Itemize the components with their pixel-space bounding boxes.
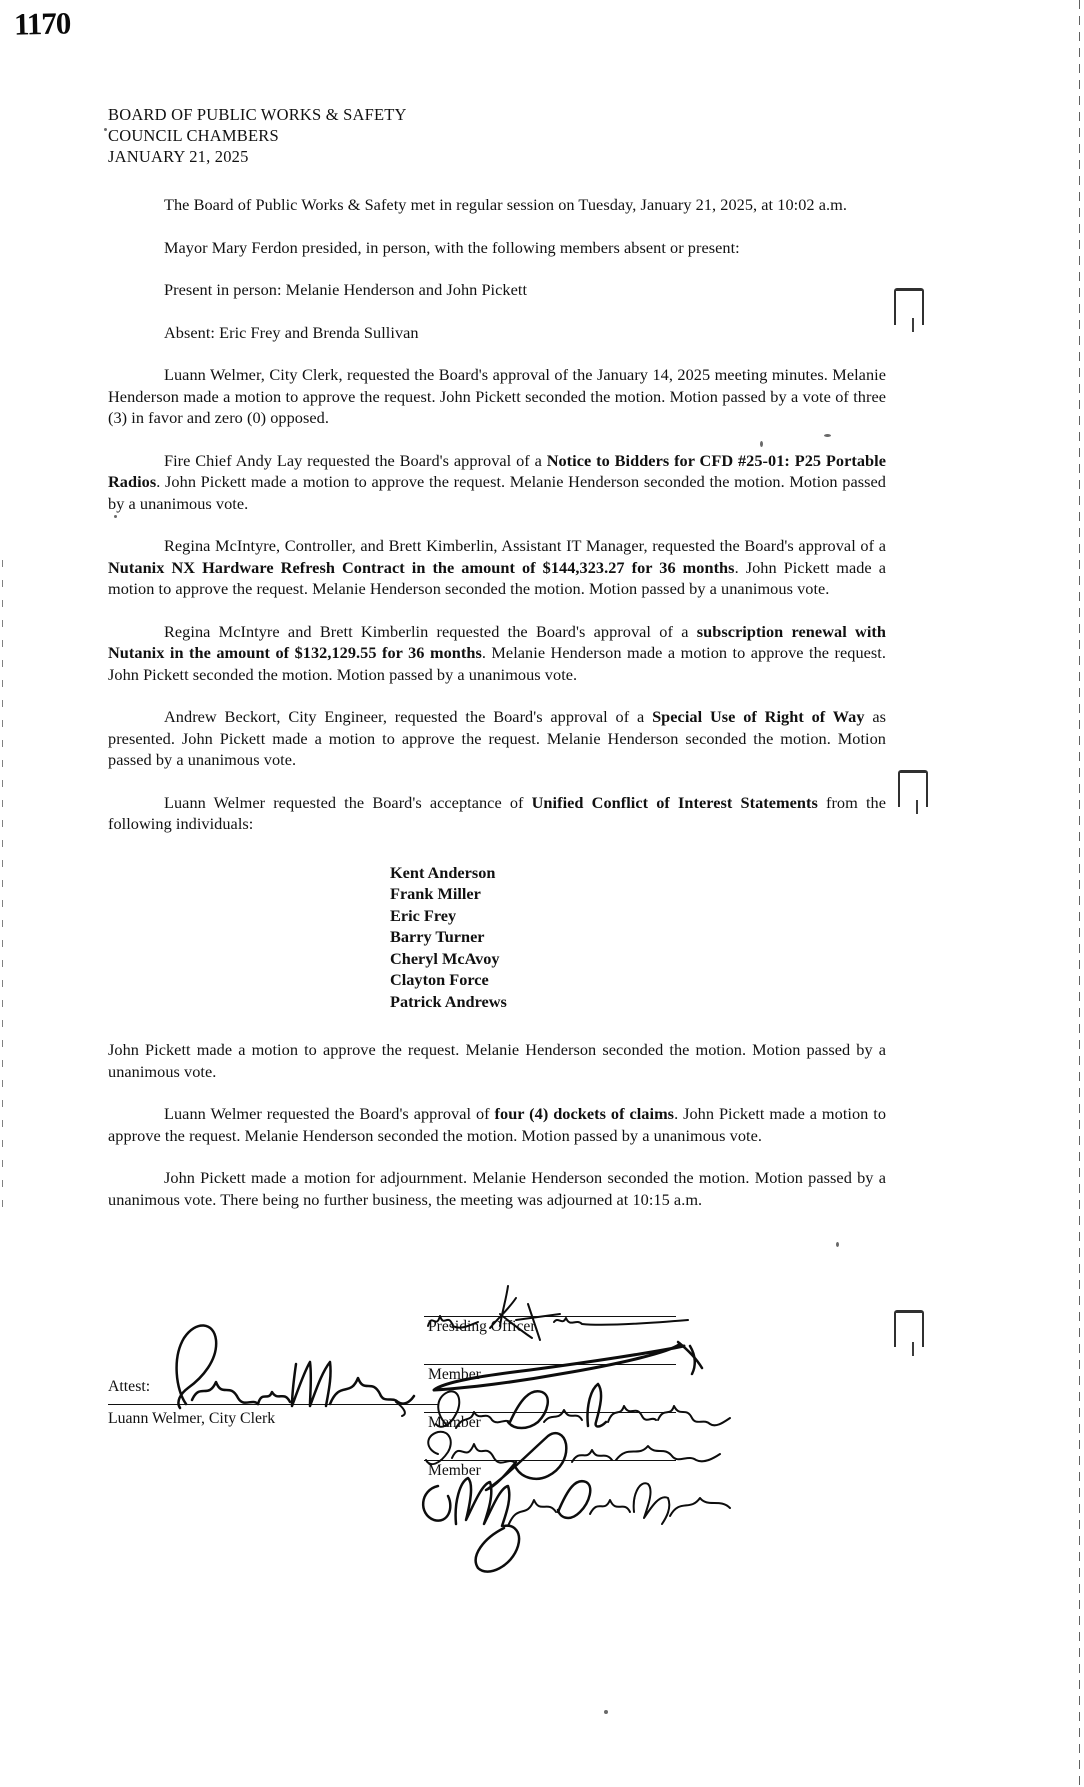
text-row-tail: as presented. John Pickett made a motion to approve the request. Melanie Henderson seconded the motion. Motion passed by a unanimous vote. — [108, 707, 886, 769]
scan-speck — [836, 1242, 839, 1247]
paragraph-members-present: Present in person: Melanie Henderson and John Pickett — [164, 280, 528, 299]
conflict-of-interest-name-list — [108, 862, 886, 1013]
paragraph-nutanix-hardware — [108, 535, 886, 600]
text-dockets-tail: . John Pickett made a motion to approve the request. Melanie Henderson seconded the motion. Motion passed by a unanimous vote. — [108, 1104, 887, 1145]
text-coi-tail: from the following individuals: — [108, 792, 886, 833]
scan-speck — [604, 1710, 608, 1714]
handwritten-signature-member-4 — [408, 1468, 748, 1578]
scan-bracket-tick — [912, 318, 914, 332]
document-heading — [108, 104, 886, 167]
paragraph-notice-to-bidders — [108, 450, 886, 515]
list-item: Kent Anderson — [390, 862, 496, 882]
text-nx-lead: Regina McIntyre, Controller, and Brett Kimberlin, Assistant IT Manager, requested the Board's approval of a — [164, 536, 886, 555]
text-sub-bold: subscription renewal with Nutanix in the amount of $132,129.55 for 36 months — [108, 621, 886, 662]
list-item: Frank Miller — [390, 884, 481, 903]
signature-label-member-3: Member — [428, 1462, 481, 1479]
paragraph-minutes-approval: Luann Welmer, City Clerk, requested the Board's approval of the January 14, 2025 meeting minutes. Melanie Henderson made a motion to approve the request. John Pickett seconded the motion. Motion passed by a vote of three (3) in favor and zero (0) opposed. — [108, 365, 886, 427]
list-item: Eric Frey — [390, 905, 457, 925]
text-coi-bold: Unified Conflict of Interest Statements — [531, 792, 818, 812]
text-fire-bold: Notice to Bidders for CFD #25-01: P25 Portable Radios — [108, 450, 887, 491]
attest-clerk-name: Luann Welmer, City Clerk — [108, 1410, 276, 1427]
paragraph-adjournment: John Pickett made a motion for adjournment. Melanie Henderson seconded the motion. Motion passed by a unanimous vote. There being no further business, the meeting was adjourned at 10:15 a.m. — [108, 1168, 886, 1209]
text-fire-lead: Fire Chief Andy Lay requested the Board's approval of a — [164, 450, 547, 470]
paragraph-nutanix-subscription — [108, 621, 886, 686]
heading-line-board: BOARD OF PUBLIC WORKS & SAFETY — [108, 105, 407, 124]
heading-line-location: COUNCIL CHAMBERS — [108, 126, 279, 145]
text-nx-bold: Nutanix NX Hardware Refresh Contract in the amount of $144,323.27 for 36 months — [108, 557, 735, 577]
paragraph-members-absent: Absent: Eric Frey and Brenda Sullivan — [164, 322, 419, 342]
text-fire-tail: . John Pickett made a motion to approve the request. Melanie Henderson seconded the motion. Motion passed by a unanimous vote. — [108, 472, 886, 513]
scan-edge-artifact-left — [2, 560, 3, 1220]
text-sub-tail: . Melanie Henderson made a motion to approve the request. John Pickett seconded the motion. Motion passed by a unanimous vote. — [108, 643, 886, 684]
signature-label-presiding-officer: Presiding Officer — [428, 1318, 536, 1335]
list-item: Clayton Force — [390, 970, 489, 989]
list-item: Patrick Andrews — [390, 991, 507, 1011]
text-row-bold: Special Use of Right of Way — [652, 707, 865, 726]
signature-label-member-1: Member — [428, 1366, 481, 1383]
attest-label: Attest: — [108, 1378, 151, 1395]
text-coi-lead: Luann Welmer requested the Board's acceptance of — [164, 792, 532, 812]
page-number-stamp: 1170 — [13, 5, 71, 42]
paragraph-presiding: Mayor Mary Ferdon presided, in person, with the following members absent or present: — [164, 237, 740, 257]
scan-bracket-tick — [916, 800, 918, 814]
text-dockets-lead: Luann Welmer requested the Board's approval of — [164, 1104, 495, 1123]
scan-bracket-mark — [898, 770, 928, 807]
paragraph-coi-motion: John Pickett made a motion to approve the request. Melanie Henderson seconded the motion. Motion passed by a unanimous vote. — [108, 1040, 886, 1081]
list-item: Barry Turner — [390, 927, 485, 946]
handwritten-signature-clerk — [158, 1318, 418, 1418]
paragraph-conflict-of-interest — [108, 792, 886, 835]
signature-label-member-2: Member — [428, 1414, 481, 1431]
heading-line-date: JANUARY 21, 2025 — [108, 147, 249, 166]
document-body — [108, 104, 886, 1210]
text-nx-tail: . John Pickett made a motion to approve the request. Melanie Henderson seconded the motion. Motion passed by a unanimous vote. — [108, 557, 886, 598]
scan-bracket-mark — [894, 288, 924, 325]
text-row-lead: Andrew Beckort, City Engineer, requested the Board's approval of a — [164, 707, 653, 726]
text-sub-lead: Regina McIntyre and Brett Kimberlin requested the Board's approval of a — [164, 621, 697, 641]
text-dockets-bold: four (4) dockets of claims — [494, 1104, 675, 1123]
paragraph-dockets-of-claims — [108, 1103, 886, 1146]
paragraph-right-of-way — [108, 706, 886, 771]
list-item: Cheryl McAvoy — [390, 948, 500, 968]
paragraph-call-to-order: The Board of Public Works & Safety met in regular session on Tuesday, January 21, 2025, at 10:02 a.m. — [164, 195, 847, 214]
scan-speck — [104, 128, 107, 131]
